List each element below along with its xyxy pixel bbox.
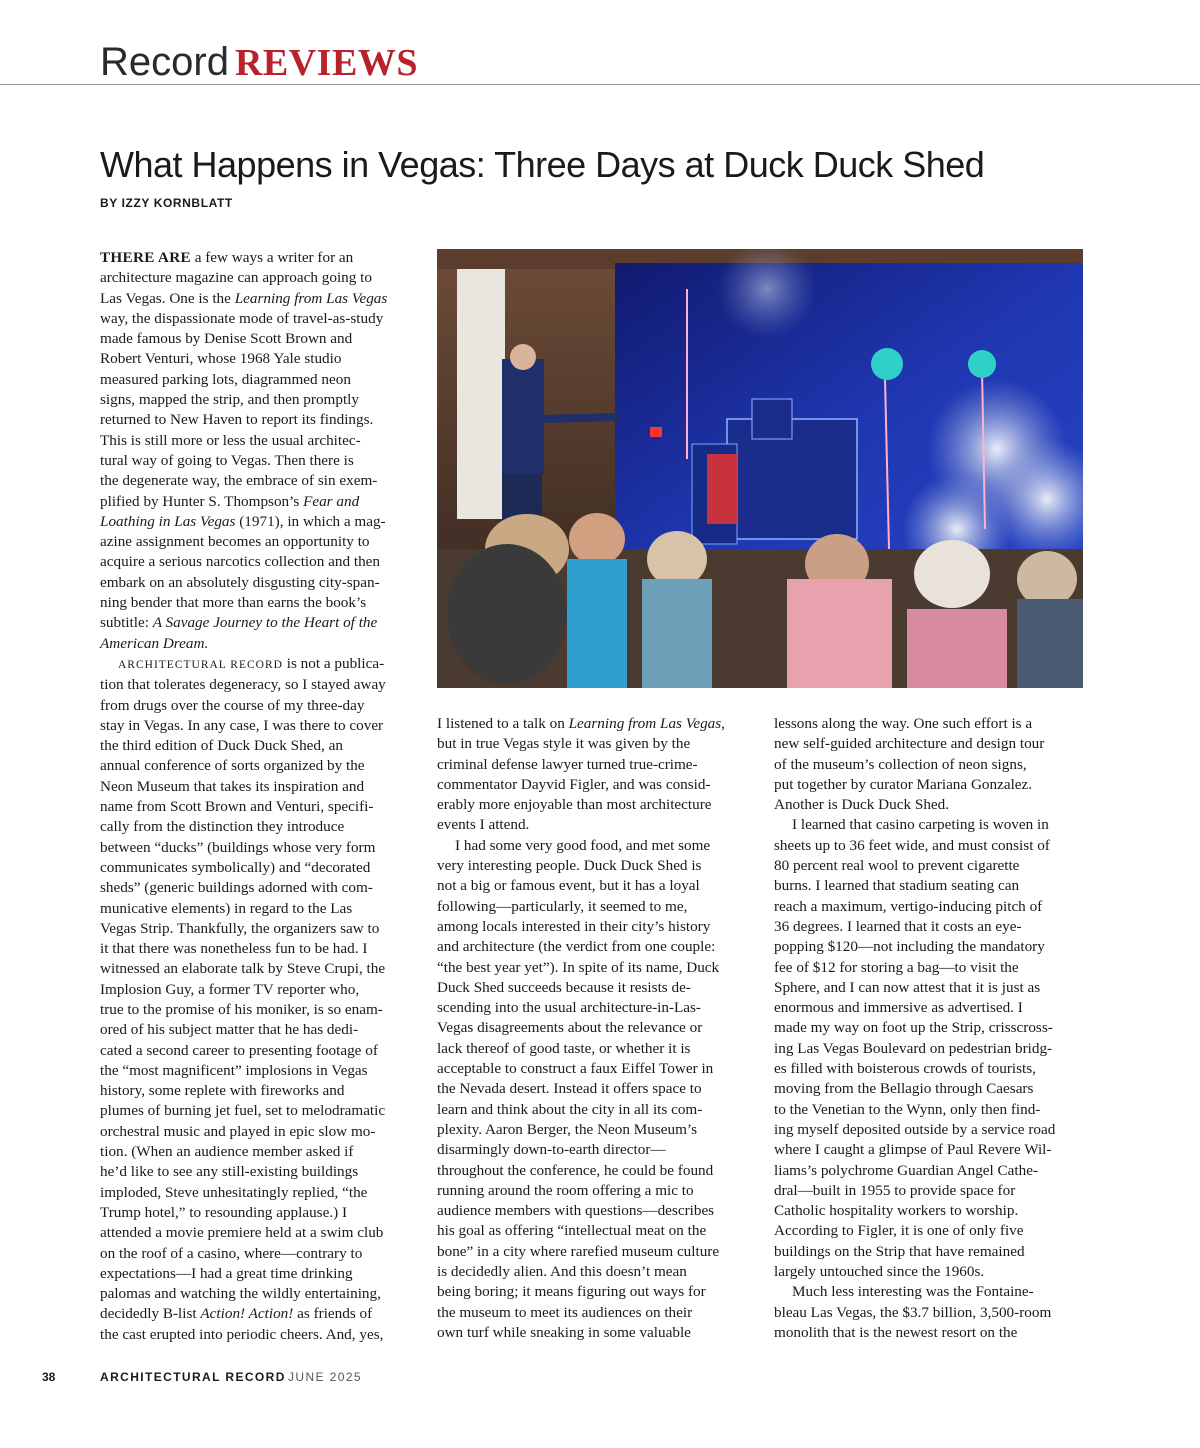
- text-line: signs, mapped the strip, and then promptly: [100, 391, 359, 409]
- text-line: fee of $12 for storing a bag—to visit the: [774, 958, 1019, 976]
- text-line: Las Vegas. One is the Learning from Las Vegas: [100, 289, 388, 307]
- text-line: ing myself deposited outside by a service road: [774, 1120, 1056, 1138]
- footer-date: JUNE 2025: [288, 1370, 362, 1384]
- text-line: municative elements) in regard to the Las: [100, 899, 353, 917]
- text-line: erably more enjoyable than most architecture: [437, 796, 712, 814]
- text-line: THERE ARE a few ways a writer for an: [100, 249, 354, 266]
- header-rule: [0, 84, 1200, 85]
- text-line: the museum to meet its audiences on their: [437, 1303, 693, 1321]
- text-line: tion that tolerates degeneracy, so I stayed away: [100, 676, 386, 694]
- text-line: liams’s polychrome Guardian Angel Cathe-: [774, 1161, 1039, 1179]
- text-line: put together by curator Mariana Gonzalez.: [774, 775, 1033, 793]
- italic-title: Fear and: [303, 492, 360, 510]
- text-line: made my way on foot up the Strip, crisscross-: [774, 1019, 1053, 1037]
- text-line: witnessed an elaborate talk by Steve Crupi, the: [100, 960, 386, 978]
- text-line: between “ducks” (buildings whose very form: [100, 838, 376, 856]
- text-line: disarmingly down-to-earth director—: [437, 1141, 666, 1159]
- text-line: Trump hotel,” to resounding applause.) I: [100, 1203, 348, 1221]
- text-line: 36 degrees. I learned that it costs an eye-: [774, 917, 1022, 935]
- text-line: Another is Duck Duck Shed.: [774, 796, 950, 814]
- paragraph: [100, 654, 412, 675]
- text-line: very interesting people. Duck Duck Shed is: [437, 857, 702, 875]
- text-line: enormous and immersive as advertised. I: [774, 999, 1023, 1017]
- text-line: Much less interesting was the Fontaine-: [792, 1283, 1034, 1301]
- text-line: This is still more or less the usual architec-: [100, 431, 361, 449]
- text-line: it that there was nonetheless fun to be had. I: [100, 940, 368, 958]
- text-line: orchestral music and played in epic slow mo-: [100, 1122, 376, 1140]
- text-line: Sphere, and I can now attest that it is just as: [774, 978, 1041, 996]
- text-line: on the roof of a casino, where—contrary to: [100, 1244, 363, 1262]
- section-label: Record: [100, 40, 229, 84]
- text-line: subtitle: A Savage Journey to the Heart of the: [100, 614, 378, 632]
- text-line: embark on an absolutely disgusting city-span-: [100, 573, 380, 591]
- text-line: true to the promise of his moniker, is so enam-: [100, 1000, 383, 1018]
- text-line: I had some very good food, and met some: [455, 836, 711, 854]
- drop-in: THERE ARE: [100, 249, 191, 266]
- text-line: 80 percent real wool to prevent cigarette: [774, 857, 1020, 875]
- byline: BY IZZY KORNBLATT: [100, 196, 233, 210]
- paragraph: [100, 675, 412, 1345]
- paragraph: [437, 836, 749, 856]
- text-line: the cast erupted into periodic cheers. And, yes,: [100, 1325, 384, 1343]
- text-line: but in true Vegas style it was given by the: [437, 735, 691, 753]
- text-line: imploded, Steve unhesitatingly replied, “the: [100, 1183, 368, 1201]
- footer-magazine: ARCHITECTURAL RECORD: [100, 1370, 286, 1384]
- text-line: [100, 634, 412, 654]
- text-line: Implosion Guy, a former TV reporter who,: [100, 980, 360, 998]
- text-line: Vegas Strip. Thankfully, the organizers saw to: [100, 919, 380, 937]
- paragraph: [437, 714, 749, 836]
- text-line: plexity. Aaron Berger, the Neon Museum’s: [437, 1120, 698, 1138]
- text-line: acquire a serious narcotics collection and then: [100, 553, 381, 571]
- text-line: I listened to a talk on Learning from Las Vegas,: [437, 715, 725, 732]
- text-line: throughout the conference, he could be found: [437, 1161, 714, 1179]
- text-line: bleau Las Vegas, the $3.7 billion, 3,500-room: [774, 1303, 1052, 1321]
- conference-photo: [437, 249, 1083, 688]
- text-line: “the best year yet”). In spite of its name, Duck: [437, 958, 720, 976]
- text-line: of the museum’s collection of neon signs,: [774, 755, 1027, 773]
- text-line: among locals interested in their city’s history: [437, 917, 711, 935]
- text-line: where I caught a glimpse of Paul Revere Wil-: [774, 1141, 1052, 1159]
- text-line: events I attend.: [437, 816, 530, 834]
- text-line: ing Las Vegas Boulevard on pedestrian bridg-: [774, 1039, 1053, 1057]
- text-line: acceptable to construct a faux Eiffel Tower in: [437, 1060, 714, 1078]
- text-line: Vegas disagreements about the relevance or: [437, 1019, 703, 1037]
- text-line: commentator Dayvid Figler, and was consid-: [437, 775, 711, 793]
- text-line: his goal as offering “intellectual meat on the: [437, 1222, 707, 1240]
- text-line: learn and think about the city in all its com-: [437, 1100, 703, 1118]
- text-line: I learned that casino carpeting is woven in: [792, 816, 1049, 834]
- text-line: audience members with questions—describes: [437, 1202, 715, 1220]
- text-line: not a big or famous event, but it has a loyal: [437, 877, 700, 895]
- text-line: Duck Shed succeeds because it resists de-: [437, 978, 691, 996]
- text-line: new self-guided architecture and design tour: [774, 735, 1045, 753]
- paragraph: [774, 714, 1086, 815]
- text-line: the “most magnificent” implosions in Vegas: [100, 1061, 368, 1079]
- text-line: the Nevada desert. Instead it offers space to: [437, 1080, 702, 1098]
- text-line: plified by Hunter S. Thompson’s Fear and: [100, 492, 360, 510]
- paragraph: [100, 248, 412, 654]
- section-label-bold: REVIEWS: [234, 42, 418, 84]
- article-column-2: [437, 714, 749, 1343]
- text-line: lessons along the way. One such effort is a: [774, 715, 1033, 732]
- text-line: criminal defense lawyer turned true-crime-: [437, 755, 698, 773]
- text-line: scending into the usual architecture-in-Las-: [437, 999, 701, 1017]
- paragraph: [437, 856, 749, 1343]
- text-line: history, some replete with fireworks and: [100, 1082, 345, 1100]
- text-line: cally from the distinction they introduce: [100, 818, 345, 836]
- magazine-name-smallcaps: ARCHITECTURAL RECORD: [118, 658, 283, 671]
- text-line: annual conference of sorts organized by the: [100, 757, 365, 775]
- italic-title: Action! Action!: [200, 1305, 294, 1323]
- text-line: name from Scott Brown and Venturi, specifi-: [100, 798, 374, 816]
- italic-title: Learning from Las Vegas,: [568, 715, 725, 732]
- italic-title: Loathing in Las Vegas: [100, 512, 236, 530]
- article-column-3: [774, 714, 1086, 1343]
- text-line: and architecture (the verdict from one couple:: [437, 938, 716, 956]
- text-line: monolith that is the newest resort on the: [774, 1323, 1018, 1341]
- text-line: way, the dispassionate mode of travel-as-study: [100, 309, 384, 327]
- italic-title: American Dream.: [100, 634, 209, 652]
- text-line: sheets up to 36 feet wide, and must consist of: [774, 836, 1050, 854]
- text-line: dral—built in 1955 to provide space for: [774, 1181, 1016, 1199]
- text-line: made famous by Denise Scott Brown and: [100, 330, 353, 348]
- text-line: largely untouched since the 1960s.: [774, 1263, 985, 1281]
- text-line: es filled with boisterous crowds of tourists,: [774, 1060, 1036, 1078]
- text-line: is decidedly alien. And this doesn’t mean: [437, 1263, 687, 1281]
- article-title: What Happens in Vegas: Three Days at Duck Duck Shed: [100, 144, 985, 185]
- text-line: moving from the Bellagio through Caesars: [774, 1080, 1034, 1098]
- paragraph: [774, 836, 1086, 1283]
- text-line: architecture magazine can approach going to: [100, 269, 372, 287]
- text-line: lack thereof of good taste, or whether it is: [437, 1039, 691, 1057]
- text-line: the degenerate way, the embrace of sin exem-: [100, 472, 378, 490]
- text-line: Neon Museum that takes its inspiration and: [100, 777, 365, 795]
- text-line: being boring; it means figuring out ways for: [437, 1283, 706, 1301]
- paragraph: [774, 815, 1086, 835]
- article-column-1: [100, 248, 412, 1345]
- text-line: sheds” (generic buildings adorned with com-: [100, 879, 373, 897]
- text-line: own turf while sneaking in some valuable: [437, 1323, 691, 1341]
- text-line: bone” in a city where rarefied museum culture: [437, 1242, 720, 1260]
- paragraph: [774, 1303, 1086, 1344]
- text-line: following—particularly, it seemed to me,: [437, 897, 688, 915]
- text-line: popping $120—not including the mandatory: [774, 938, 1045, 956]
- text-line: stay in Vegas. In any case, I was there to cover: [100, 716, 384, 734]
- text-line: he’d like to see any still-existing buildings: [100, 1163, 359, 1181]
- text-line: expectations—I had a great time drinking: [100, 1264, 353, 1282]
- text-line: Catholic hospitality workers to worship.: [774, 1202, 1019, 1220]
- text-line: ning bender that more than earns the book’s: [100, 594, 367, 612]
- text-line: returned to New Haven to report its findings.: [100, 411, 374, 429]
- paragraph: [774, 1282, 1086, 1302]
- text-line: burns. I learned that stadium seating can: [774, 877, 1020, 895]
- section-header: [100, 38, 418, 87]
- text-line: cated a second career to presenting footage of: [100, 1041, 378, 1059]
- text-line: from drugs over the course of my three-day: [100, 696, 365, 714]
- text-line: decidedly B-list Action! Action! as friends of: [100, 1305, 373, 1323]
- italic-title: A Savage Journey to the Heart of the: [152, 614, 378, 632]
- text-line: buildings on the Strip that have remained: [774, 1242, 1025, 1260]
- text-line: azine assignment becomes an opportunity to: [100, 533, 370, 551]
- text-line: plumes of burning jet fuel, set to melodramatic: [100, 1102, 386, 1120]
- text-line: Loathing in Las Vegas (1971), in which a mag-: [100, 512, 386, 530]
- photo-illustration: [437, 249, 1083, 688]
- text-line: tural way of going to Vegas. Then there is: [100, 451, 354, 469]
- text-line: reach a maximum, vertigo-inducing pitch of: [774, 897, 1043, 915]
- text-line: running around the room offering a mic to: [437, 1181, 694, 1199]
- text-line: attended a movie premiere held at a swim club: [100, 1224, 384, 1242]
- page-number: 38: [42, 1370, 56, 1384]
- text-line: to the Venetian to the Wynn, only then find-: [774, 1100, 1041, 1118]
- text-line: Robert Venturi, whose 1968 Yale studio: [100, 350, 342, 368]
- text-line: palomas and watching the wildly entertaining,: [100, 1285, 381, 1303]
- text-line: ARCHITECTURAL RECORD is not a publica-: [118, 654, 385, 672]
- text-line: ored of his subject matter that he has dedi-: [100, 1021, 359, 1039]
- text-line: measured parking lots, diagrammed neon: [100, 370, 351, 388]
- text-line: the third edition of Duck Duck Shed, an: [100, 737, 343, 755]
- text-line: communicates symbolically) and “decorated: [100, 858, 371, 876]
- text-line: According to Figler, it is one of only five: [774, 1222, 1024, 1240]
- italic-title: Learning from Las Vegas: [234, 289, 388, 307]
- text-line: tion. (When an audience member asked if: [100, 1143, 354, 1161]
